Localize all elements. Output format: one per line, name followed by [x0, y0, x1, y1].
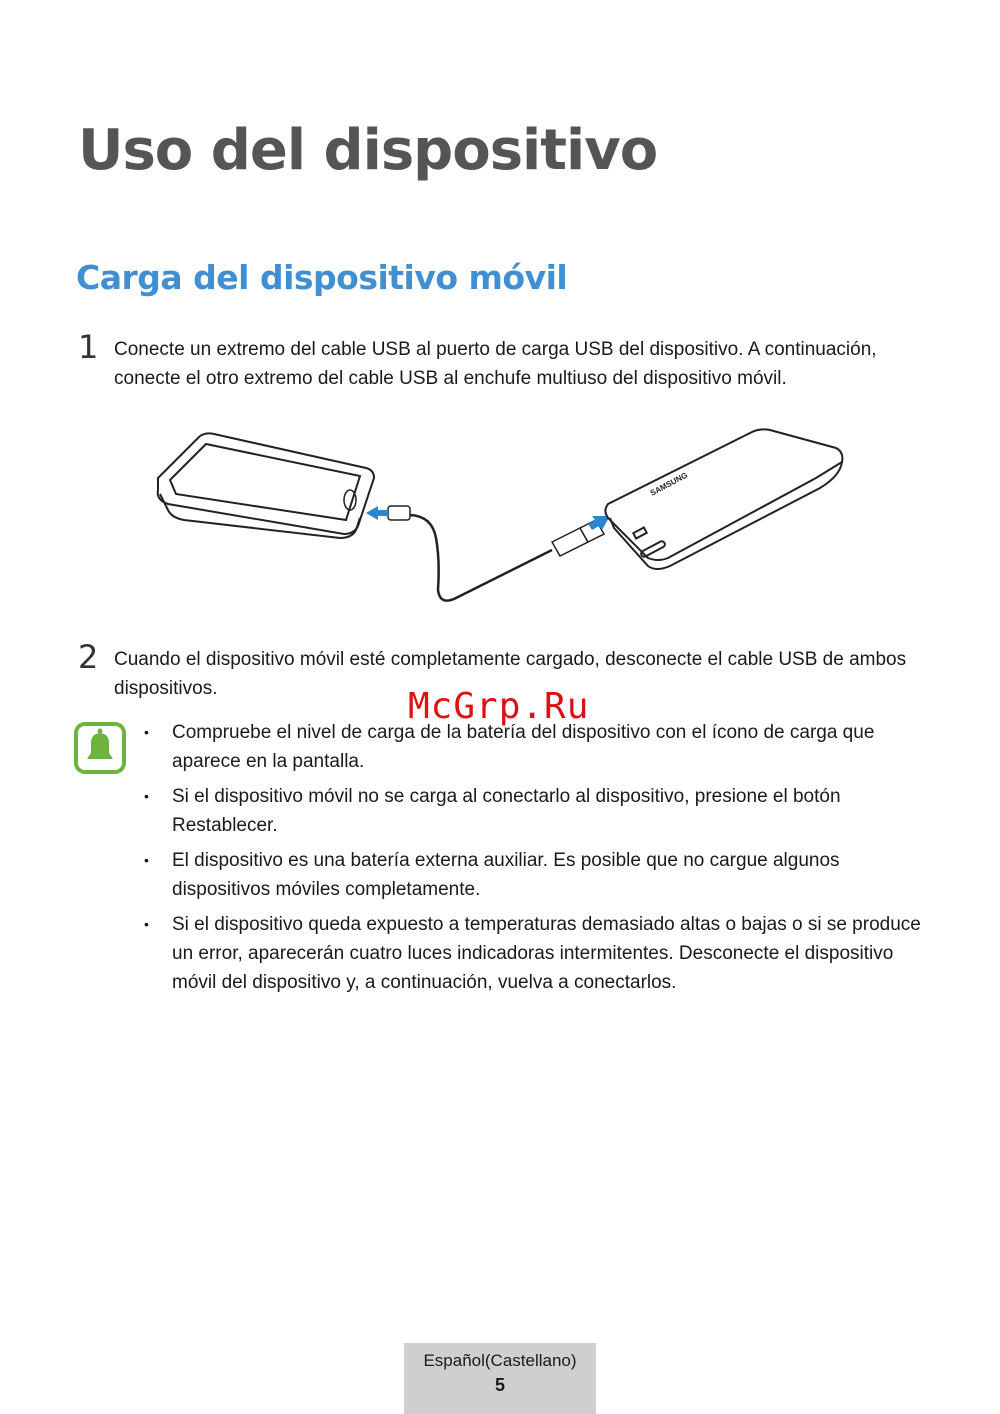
list-item: • Si el dispositivo queda expuesto a temperaturas demasiado altas o bajas o si se produce un error, aparecerán cuatro luces indicadoras intermitentes. Desconecte el dispositivo móvil del dispositivo y, a continuación, vuelva a conectarlos.: [144, 914, 921, 993]
list-item: • Si el dispositivo móvil no se carga al conectarlo al dispositivo, presione el botón Restablecer.: [144, 786, 841, 836]
power-bank-drawing: [605, 429, 842, 569]
bell-icon: [74, 722, 126, 774]
step-text: Conecte un extremo del cable USB al puerto de carga USB del dispositivo. A continuación, conecte el otro extremo del cable USB al enchufe multiuso del dispositivo móvil.: [114, 339, 877, 389]
page-footer: [404, 1343, 596, 1414]
page-title: Uso del dispositivo: [78, 118, 658, 183]
phone-drawing: [158, 433, 374, 538]
list-item: • Compruebe el nivel de carga de la batería del dispositivo con el ícono de carga que aparece en la pantalla.: [144, 722, 875, 772]
step-number: 1: [78, 328, 99, 366]
arrow-left-icon: [366, 506, 388, 520]
usb-cable: [410, 515, 552, 601]
charging-illustration: [140, 420, 860, 615]
section-title: Carga del dispositivo móvil: [76, 258, 568, 297]
usb-micro-connector: [388, 506, 410, 520]
notes-list: [140, 718, 930, 1003]
step-number: 2: [78, 638, 99, 676]
watermark: McGrp.Ru: [408, 686, 590, 727]
brand-label: SAMSUNG: [648, 470, 690, 498]
list-item: • El dispositivo es una batería externa auxiliar. Es posible que no cargue algunos dispositivos móviles completamente.: [144, 850, 840, 900]
footer-language: Español(Castellano): [423, 1351, 577, 1370]
step-text: Cuando el dispositivo móvil esté completamente cargado, desconecte el cable USB de ambos dispositivos.: [114, 649, 907, 699]
page-number: 5: [494, 1375, 505, 1395]
